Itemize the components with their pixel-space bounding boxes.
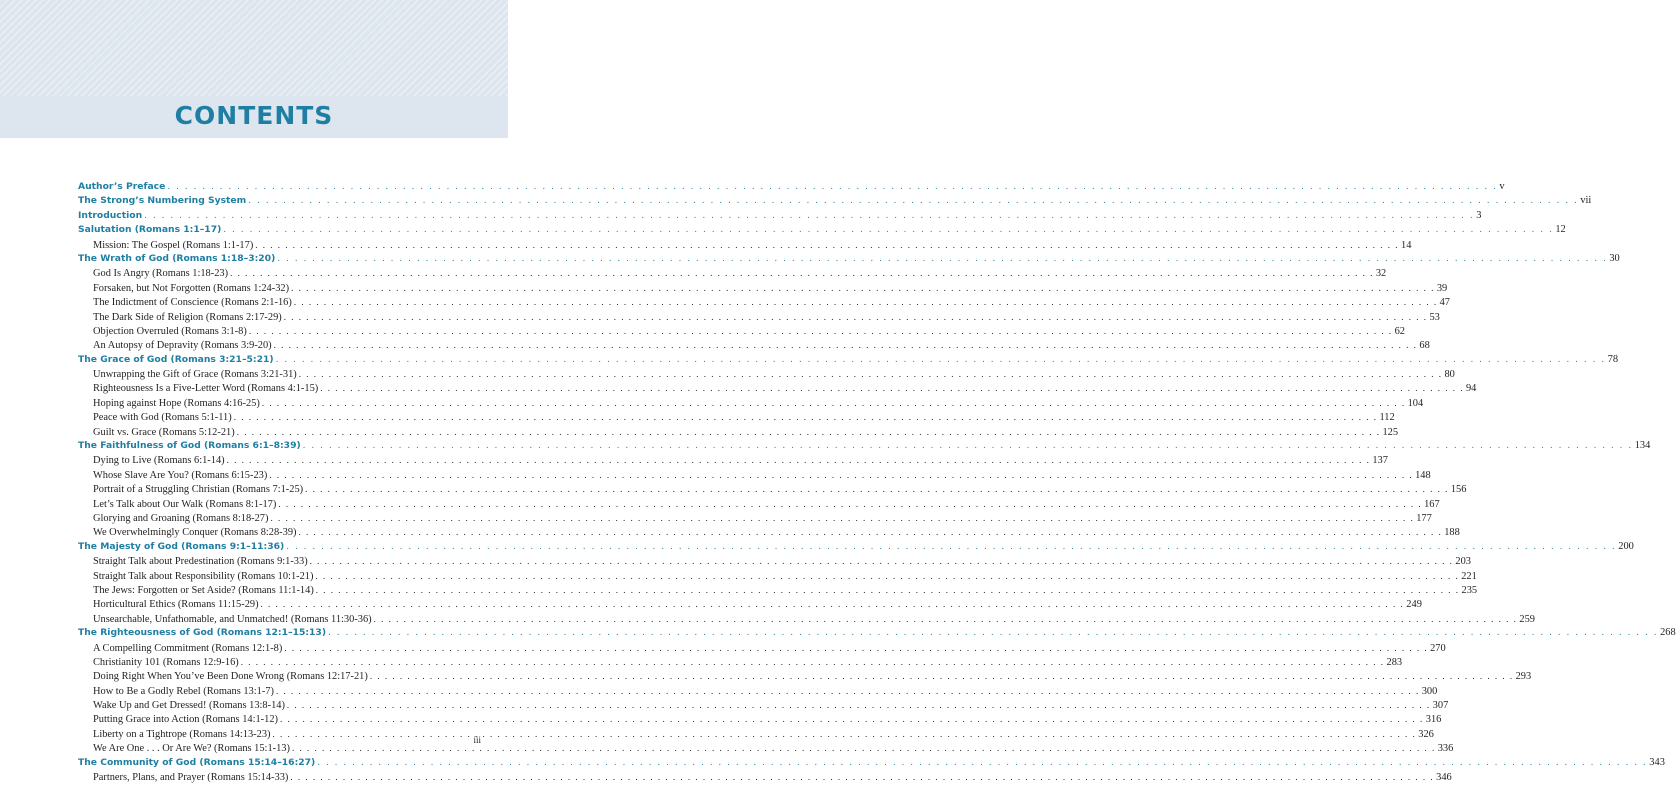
dot-leader bbox=[280, 712, 1424, 726]
toc-entry-page-number: 68 bbox=[1419, 340, 1430, 352]
toc-entry-title: Hoping against Hope (Romans 4:16-25) bbox=[93, 397, 260, 409]
toc-entry-title: Author’s Preface bbox=[78, 181, 166, 192]
toc-chapter-entry bbox=[78, 641, 1446, 655]
toc-entry-title: Partners, Plans, and Prayer (Romans 15:14-33) bbox=[93, 772, 289, 784]
dot-leader bbox=[294, 295, 1438, 309]
toc-entry-page-number: 336 bbox=[1437, 743, 1454, 755]
toc-entry-title: Wake Up and Get Dressed! (Romans 13:8-14) bbox=[93, 700, 285, 712]
toc-entry-title: Mission: The Gospel (Romans 1:1-17) bbox=[93, 239, 254, 251]
toc-entry-title: Straight Talk about Predestination (Romans 9:1-33) bbox=[93, 556, 308, 568]
toc-entry-title: Dying to Live (Romans 6:1-14) bbox=[93, 455, 225, 467]
toc-chapter-entry bbox=[78, 525, 1460, 539]
dot-leader bbox=[287, 698, 1431, 712]
toc-entry-page-number: 307 bbox=[1432, 700, 1449, 712]
toc-section-entry bbox=[78, 756, 1665, 770]
page-number: iii bbox=[473, 735, 481, 745]
toc-chapter-entry bbox=[78, 410, 1395, 424]
toc-entry-title: The Faithfulness of God (Romans 6:1–8:39) bbox=[78, 440, 301, 452]
toc-chapter-entry bbox=[78, 396, 1424, 410]
toc-entry-title: An Autopsy of Depravity (Romans 3:9-20) bbox=[93, 340, 272, 352]
dot-leader bbox=[248, 194, 1578, 208]
toc-entry-title: The Jews: Forgotten or Set Aside? (Romans 11:1-14) bbox=[93, 584, 314, 596]
toc-entry-page-number: 134 bbox=[1634, 440, 1651, 452]
dot-leader bbox=[298, 525, 1442, 539]
toc-section-entry bbox=[78, 194, 1592, 208]
toc-entry-title: Straight Talk about Responsibility (Romans 10:1-21) bbox=[93, 570, 314, 582]
toc-section-entry bbox=[78, 626, 1676, 640]
toc-entry-title: Unsearchable, Unfathomable, and Unmatched! (Romans 11:30-36) bbox=[93, 613, 372, 625]
toc-chapter-entry bbox=[78, 238, 1412, 252]
toc-entry-page-number: 14 bbox=[1401, 239, 1412, 251]
toc-entry-page-number: 326 bbox=[1418, 728, 1434, 740]
toc-chapter-entry bbox=[78, 712, 1442, 726]
toc-entry-title: Peace with God (Romans 5:1-11) bbox=[93, 412, 232, 424]
toc-entry-page-number: 268 bbox=[1660, 627, 1676, 639]
toc-section-entry bbox=[78, 252, 1620, 266]
toc-chapter-entry bbox=[78, 453, 1388, 467]
toc-chapter-entry bbox=[78, 338, 1430, 352]
table-of-contents bbox=[78, 180, 1676, 784]
toc-entry-page-number: 221 bbox=[1461, 570, 1477, 582]
toc-chapter-entry bbox=[78, 770, 1452, 784]
dot-leader bbox=[167, 180, 1497, 194]
toc-chapter-entry bbox=[78, 497, 1440, 511]
dot-leader bbox=[227, 453, 1371, 467]
dot-leader bbox=[328, 626, 1658, 640]
toc-chapter-entry bbox=[78, 583, 1478, 597]
toc-entry-page-number: vii bbox=[1580, 195, 1592, 207]
toc-entry-title: Introduction bbox=[78, 209, 143, 221]
toc-entry-title: Guilt vs. Grace (Romans 5:12-21) bbox=[93, 426, 235, 438]
toc-entry-title: How to Be a Godly Rebel (Romans 13:1-7) bbox=[93, 685, 274, 697]
toc-entry-title: Putting Grace into Action (Romans 14:1-12) bbox=[93, 714, 278, 726]
dot-leader bbox=[276, 353, 1606, 367]
toc-entry-title: The Majesty of God (Romans 9:1–11:36) bbox=[78, 540, 285, 552]
toc-entry-title: The Wrath of God (Romans 1:18–3:20) bbox=[78, 252, 276, 264]
toc-entry-page-number: 53 bbox=[1429, 311, 1440, 323]
toc-entry-page-number: 137 bbox=[1372, 455, 1388, 467]
toc-chapter-entry bbox=[78, 281, 1448, 295]
toc-chapter-entry bbox=[78, 310, 1440, 324]
toc-entry-title: Let’s Talk about Our Walk (Romans 8:1-17) bbox=[93, 498, 277, 510]
toc-entry-page-number: 3 bbox=[1476, 209, 1482, 221]
toc-section-entry bbox=[78, 223, 1566, 237]
dot-leader bbox=[274, 338, 1418, 352]
dot-leader bbox=[292, 741, 1436, 755]
dot-leader bbox=[262, 396, 1406, 410]
toc-chapter-entry bbox=[78, 266, 1387, 280]
toc-entry-title: The Dark Side of Religion (Romans 2:17-29) bbox=[93, 311, 282, 323]
toc-chapter-entry bbox=[78, 324, 1405, 338]
dot-leader bbox=[290, 770, 1434, 784]
page-title: CONTENTS bbox=[174, 101, 334, 130]
toc-entry-page-number: 80 bbox=[1444, 369, 1455, 381]
toc-entry-page-number: 167 bbox=[1424, 498, 1440, 510]
toc-entry-title: Portrait of a Struggling Christian (Romans 7:1-25) bbox=[93, 484, 304, 496]
toc-entry-page-number: 188 bbox=[1444, 527, 1460, 539]
dot-leader bbox=[320, 381, 1464, 395]
toc-chapter-entry bbox=[78, 381, 1477, 395]
toc-entry-title: Righteousness Is a Five-Letter Word (Romans 4:1-15) bbox=[93, 383, 319, 395]
toc-entry-title: Forsaken, but Not Forgotten (Romans 1:24-32) bbox=[93, 282, 290, 294]
toc-entry-page-number: 346 bbox=[1436, 772, 1452, 784]
toc-chapter-entry bbox=[78, 482, 1467, 496]
toc-entry-page-number: 156 bbox=[1450, 484, 1467, 496]
dot-leader bbox=[234, 410, 1378, 424]
toc-entry-title: Christianity 101 (Romans 12:9-16) bbox=[93, 656, 239, 668]
dot-leader bbox=[270, 511, 1414, 525]
toc-section-entry bbox=[78, 209, 1482, 223]
toc-entry-page-number: 78 bbox=[1607, 353, 1619, 365]
toc-entry-title: We Overwhelmingly Conquer (Romans 8:28-39) bbox=[93, 527, 297, 539]
toc-entry-page-number: 300 bbox=[1421, 685, 1438, 697]
dot-leader bbox=[305, 482, 1449, 496]
toc-entry-page-number: 39 bbox=[1436, 282, 1448, 294]
toc-entry-page-number: 200 bbox=[1618, 540, 1634, 552]
toc-entry-title: Horticultural Ethics (Romans 11:15-29) bbox=[93, 599, 259, 611]
toc-section-entry bbox=[78, 180, 1505, 194]
toc-chapter-entry bbox=[78, 612, 1535, 626]
toc-section-entry bbox=[78, 353, 1619, 367]
dot-leader bbox=[317, 756, 1647, 770]
dot-leader bbox=[315, 569, 1459, 583]
dot-leader bbox=[284, 310, 1428, 324]
toc-chapter-entry bbox=[78, 468, 1431, 482]
toc-entry-title: Objection Overruled (Romans 3:1-8) bbox=[93, 325, 247, 337]
toc-entry-title: Salutation (Romans 1:1–17) bbox=[78, 224, 222, 236]
toc-chapter-entry bbox=[78, 741, 1454, 755]
toc-entry-page-number: 148 bbox=[1415, 469, 1431, 481]
dot-leader bbox=[303, 439, 1633, 453]
toc-entry-title: Glorying and Groaning (Romans 8:18-27) bbox=[93, 512, 269, 524]
toc-entry-page-number: 235 bbox=[1461, 584, 1478, 596]
dot-leader bbox=[230, 266, 1374, 280]
toc-entry-page-number: 249 bbox=[1406, 599, 1422, 611]
toc-chapter-entry bbox=[78, 698, 1449, 712]
toc-entry-page-number: 62 bbox=[1394, 325, 1405, 337]
toc-entry-title: We Are One . . . Or Are We? (Romans 15:1-13) bbox=[93, 743, 290, 755]
toc-entry-page-number: 47 bbox=[1439, 297, 1450, 309]
dot-leader bbox=[276, 684, 1420, 698]
toc-entry-page-number: 259 bbox=[1519, 613, 1535, 625]
toc-chapter-entry bbox=[78, 569, 1477, 583]
toc-chapter-entry bbox=[78, 511, 1432, 525]
dot-leader bbox=[273, 727, 1417, 741]
toc-entry-title: The Grace of God (Romans 3:21–5:21) bbox=[78, 353, 274, 365]
dot-leader bbox=[291, 281, 1435, 295]
toc-entry-title: The Community of God (Romans 15:14–16:27) bbox=[78, 756, 316, 768]
toc-entry-title: Liberty on a Tightrope (Romans 14:13-23) bbox=[93, 728, 271, 740]
dot-leader bbox=[370, 669, 1514, 683]
dot-leader bbox=[241, 655, 1385, 669]
toc-entry-page-number: 30 bbox=[1609, 252, 1620, 264]
toc-entry-title: God Is Angry (Romans 1:18-23) bbox=[93, 268, 229, 280]
toc-entry-title: Doing Right When You’ve Been Done Wrong (Romans 12:17-21) bbox=[93, 671, 368, 683]
dot-leader bbox=[277, 252, 1607, 266]
toc-chapter-entry bbox=[78, 554, 1471, 568]
toc-chapter-entry bbox=[78, 684, 1438, 698]
toc-entry-page-number: 283 bbox=[1386, 656, 1403, 668]
dot-leader bbox=[278, 497, 1422, 511]
toc-entry-title: Whose Slave Are You? (Romans 6:15-23) bbox=[93, 469, 268, 481]
toc-chapter-entry bbox=[78, 425, 1399, 439]
toc-section-entry bbox=[78, 540, 1634, 554]
toc-section-entry bbox=[78, 439, 1651, 453]
dot-leader bbox=[374, 612, 1518, 626]
toc-entry-page-number: v bbox=[1499, 181, 1505, 192]
toc-entry-page-number: 177 bbox=[1416, 512, 1432, 524]
dot-leader bbox=[255, 238, 1399, 252]
toc-entry-page-number: 343 bbox=[1649, 756, 1665, 768]
dot-leader bbox=[284, 641, 1428, 655]
toc-entry-page-number: 293 bbox=[1515, 671, 1532, 683]
dot-leader bbox=[223, 223, 1553, 237]
toc-entry-title: A Compelling Commitment (Romans 12:1-8) bbox=[93, 642, 283, 654]
toc-entry-page-number: 12 bbox=[1555, 224, 1566, 236]
toc-entry-page-number: 203 bbox=[1455, 556, 1471, 568]
toc-entry-page-number: 104 bbox=[1407, 397, 1424, 409]
toc-entry-page-number: 270 bbox=[1430, 642, 1446, 654]
toc-chapter-entry bbox=[78, 655, 1403, 669]
toc-entry-page-number: 316 bbox=[1425, 714, 1442, 726]
toc-entry-title: The Righteousness of God (Romans 12:1–15:13) bbox=[78, 627, 327, 639]
toc-entry-page-number: 94 bbox=[1465, 383, 1477, 395]
dot-leader bbox=[299, 367, 1443, 381]
dot-leader bbox=[261, 597, 1405, 611]
dot-leader bbox=[310, 554, 1454, 568]
toc-entry-page-number: 125 bbox=[1382, 426, 1399, 438]
toc-entry-title: The Strong’s Numbering System bbox=[78, 195, 247, 207]
toc-entry-title: The Indictment of Conscience (Romans 2:1-16) bbox=[93, 297, 292, 309]
dot-leader bbox=[237, 425, 1381, 439]
toc-chapter-entry bbox=[78, 367, 1455, 381]
dot-leader bbox=[249, 324, 1393, 338]
dot-leader bbox=[269, 468, 1413, 482]
dot-leader bbox=[286, 540, 1616, 554]
toc-chapter-entry bbox=[78, 295, 1450, 309]
toc-chapter-entry bbox=[78, 597, 1422, 611]
dot-leader bbox=[144, 209, 1474, 223]
toc-entry-page-number: 112 bbox=[1379, 412, 1395, 424]
toc-chapter-entry bbox=[78, 669, 1532, 683]
toc-entry-page-number: 32 bbox=[1375, 268, 1387, 280]
dot-leader bbox=[316, 583, 1460, 597]
toc-entry-title: Unwrapping the Gift of Grace (Romans 3:21-31) bbox=[93, 369, 297, 381]
